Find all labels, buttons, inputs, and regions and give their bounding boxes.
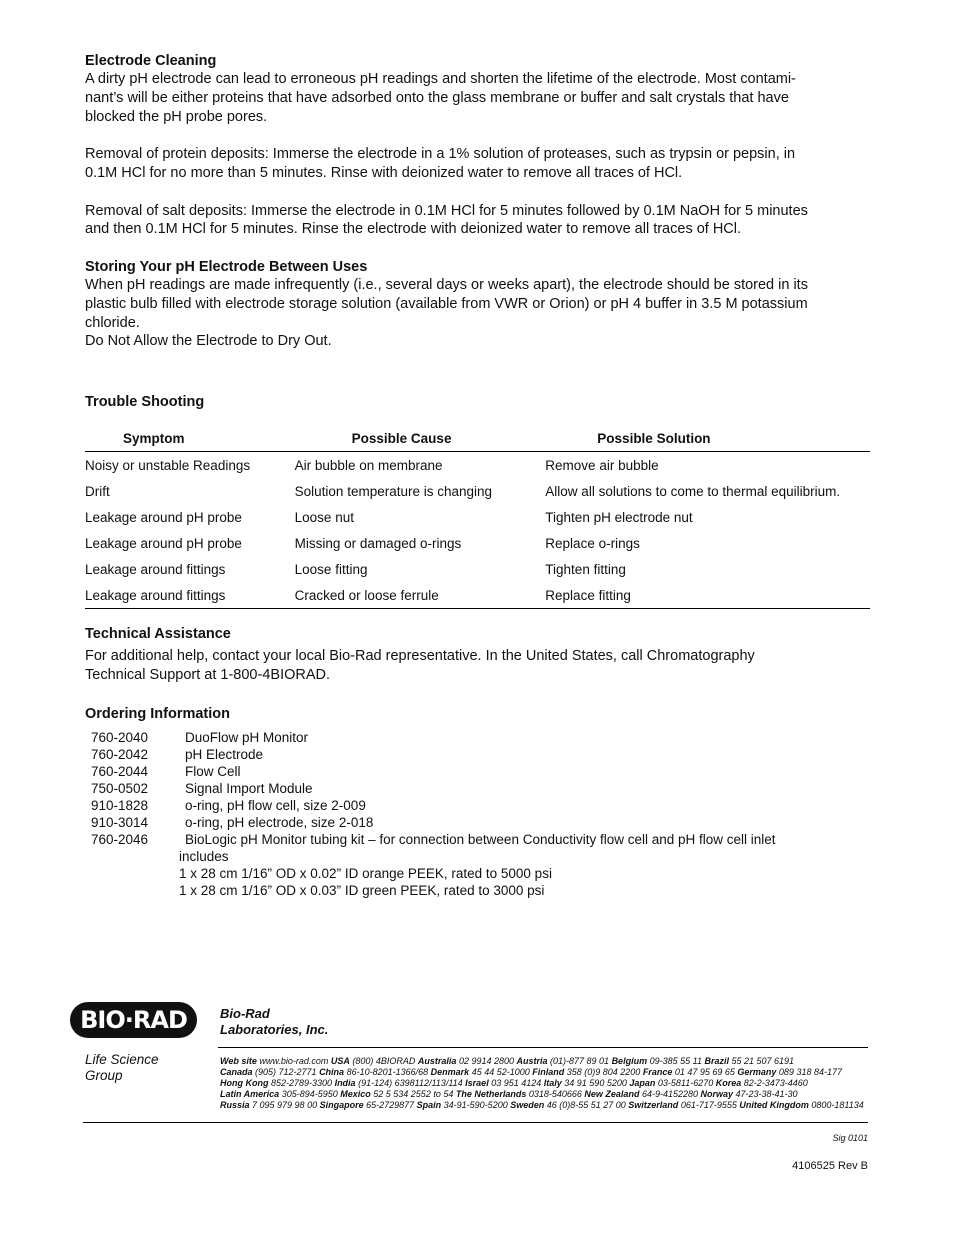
contact-line: [220, 1067, 864, 1078]
phone-number: 852-2789-3300: [268, 1078, 335, 1088]
cause-column-header: Possible Cause: [351, 430, 452, 446]
ordering-list: [85, 729, 875, 899]
assistance-line: For additional help, contact your local Bio-Rad representative. In the United States, call Chromatography: [85, 648, 755, 665]
symptom-cell: Leakage around fittings: [85, 587, 226, 603]
phone-number: 02 9914 2800: [456, 1056, 517, 1066]
trouble-shooting-table: [85, 429, 870, 609]
cause-cell: Loose fitting: [294, 561, 368, 577]
phone-number: 45 44 52-1000: [469, 1067, 533, 1077]
symptom-cell: Leakage around pH probe: [85, 509, 242, 525]
phone-number: 061-717-9555: [678, 1100, 740, 1110]
phone-number: 03 951 4124: [488, 1078, 544, 1088]
document-number: 4106525 Rev B: [792, 1160, 868, 1172]
cause-cell: Loose nut: [294, 509, 354, 525]
salt-removal-line: and then 0.1M HCl for 5 minutes. Rinse the electrode with deionized water to remove all traces of HCl.: [85, 221, 742, 238]
item-description: Flow Cell: [185, 763, 241, 779]
document-body: [85, 52, 875, 899]
contact-line: [220, 1056, 864, 1067]
country-label: Austria: [516, 1056, 548, 1066]
list-item: [85, 797, 875, 814]
group-name: [85, 1052, 159, 1084]
country-label: Israel: [465, 1078, 489, 1088]
country-label: Sweden: [510, 1100, 545, 1110]
contact-line: [220, 1078, 864, 1089]
list-item: [85, 814, 875, 831]
cleaning-paragraph-line: nant’s will be either proteins that have adsorbed onto the glass membrane or buffer and salt crystals that have: [85, 89, 789, 106]
technical-assistance-heading: Technical Assistance: [85, 626, 231, 643]
item-description: Signal Import Module: [185, 780, 313, 796]
list-item: [85, 729, 875, 746]
symptom-cell: Drift: [85, 483, 110, 499]
symptom-cell: Leakage around fittings: [85, 561, 226, 577]
country-label: France: [642, 1067, 673, 1077]
table-row: [85, 556, 870, 582]
country-label: Mexico: [340, 1089, 371, 1099]
phone-number: 46 (0)8-55 51 27 00: [544, 1100, 629, 1110]
phone-number: (800) 4BIORAD: [349, 1056, 418, 1066]
kit-component: 1 x 28 cm 1/16” OD x 0.02” ID orange PEEK, rated to 5000 psi: [179, 865, 552, 881]
country-label: United Kingdom: [739, 1100, 809, 1110]
country-label: Japan: [629, 1078, 656, 1088]
storing-line: When pH readings are made infrequently (i.e., several days or weeks apart), the electrode should be stored in its: [85, 276, 808, 293]
storing-line: plastic bulb filled with electrode storage solution (available from VWR or Orion) or pH 4 buffer in 3.5 M potassium: [85, 295, 808, 312]
kit-component: 1 x 28 cm 1/16” OD x 0.03” ID green PEEK, rated to 3000 psi: [179, 882, 545, 898]
item-description: DuoFlow pH Monitor: [185, 729, 309, 745]
country-label: Australia: [417, 1056, 457, 1066]
protein-removal-line: 0.1M HCl for no more than 5 minutes. Rinse with deionized water to remove all traces of HCl.: [85, 164, 683, 181]
cause-cell: Missing or damaged o-rings: [294, 535, 462, 551]
phone-number: 089 318 84-177: [776, 1067, 842, 1077]
company-name-line: Laboratories, Inc.: [220, 1022, 329, 1037]
list-item: [85, 746, 875, 763]
country-label: Denmark: [430, 1067, 470, 1077]
group-name-line: Life Science: [85, 1052, 159, 1067]
phone-number: 0800-181134: [808, 1100, 864, 1110]
solution-cell: Remove air bubble: [545, 457, 659, 473]
phone-number: 305-894-5950: [279, 1089, 341, 1099]
group-name-line: Group: [85, 1068, 123, 1083]
phone-number: 34 91 590 5200: [561, 1078, 630, 1088]
phone-number: 86-10-8201-1366/68: [344, 1067, 431, 1077]
ordering-information-heading: Ordering Information: [85, 705, 230, 722]
table-row: [85, 530, 870, 556]
phone-number: 82-2-3473-4460: [741, 1078, 808, 1088]
country-label: Singapore: [319, 1100, 364, 1110]
storing-heading: Storing Your pH Electrode Between Uses: [85, 258, 368, 275]
catalog-number: 750-0502: [91, 780, 149, 796]
phone-number: www.bio-rad.com: [256, 1056, 331, 1066]
storing-line: Do Not Allow the Electrode to Dry Out.: [85, 333, 332, 350]
symptom-cell: Noisy or unstable Readings: [85, 457, 251, 473]
country-label: New Zealand: [584, 1089, 640, 1099]
country-label: Korea: [715, 1078, 742, 1088]
item-description: o-ring, pH flow cell, size 2-009: [185, 797, 366, 813]
item-description: BioLogic pH Monitor tubing kit – for connection between Conductivity flow cell and pH flow cell inlet: [185, 831, 776, 847]
country-label: Brazil: [704, 1056, 729, 1066]
solution-cell: Replace o-rings: [545, 535, 640, 551]
signature-code: Sig 0101: [832, 1133, 868, 1143]
country-label: Germany: [737, 1067, 777, 1077]
country-label: USA: [330, 1056, 350, 1066]
solution-cell: Replace fitting: [545, 587, 631, 603]
table-row: [85, 452, 870, 479]
solution-cell: Tighten fitting: [545, 561, 626, 577]
phone-number: 09-385 55 11: [647, 1056, 705, 1066]
catalog-number: 760-2042: [91, 746, 149, 762]
solution-column-header: Possible Solution: [597, 430, 711, 446]
phone-number: 55 21 507 6191: [728, 1056, 795, 1066]
country-label: Canada: [220, 1067, 253, 1077]
country-label: Norway: [700, 1089, 734, 1099]
country-label: India: [334, 1078, 356, 1088]
protein-removal-line: Removal of protein deposits: Immerse the electrode in a 1% solution of proteases, such as trypsin or pepsin, in: [85, 146, 796, 163]
country-label: China: [319, 1067, 345, 1077]
phone-number: 01 47 95 69 65: [672, 1067, 738, 1077]
phone-number: (01)-877 89 01: [547, 1056, 612, 1066]
phone-number: (91-124) 6398112/113/114: [355, 1078, 466, 1088]
phone-number: 64-9-4152280: [639, 1089, 701, 1099]
catalog-number: 760-2044: [91, 763, 149, 779]
phone-number: 47-23-38-41-30: [733, 1089, 798, 1099]
country-label: Finland: [532, 1067, 565, 1077]
country-label: Spain: [416, 1100, 442, 1110]
table-row: [85, 582, 870, 609]
company-name-line: Bio-Rad: [220, 1006, 270, 1021]
country-label: Russia: [220, 1100, 250, 1110]
list-item: [85, 763, 875, 780]
country-label: Italy: [543, 1078, 562, 1088]
cleaning-paragraph-line: A dirty pH electrode can lead to erroneous pH readings and shorten the lifetime of the electrode. Most contami-: [85, 71, 796, 87]
solution-cell: Tighten pH electrode nut: [545, 509, 693, 525]
list-item: [85, 780, 875, 797]
phone-number: 7 095 979 98 00: [249, 1100, 320, 1110]
phone-number: 34-91-590-5200: [441, 1100, 511, 1110]
country-label: Switzerland: [628, 1100, 679, 1110]
phone-number: 358 (0)9 804 2200: [564, 1067, 643, 1077]
catalog-number: 760-2046: [91, 831, 149, 847]
company-name: [220, 1006, 328, 1038]
country-label: Latin America: [220, 1089, 280, 1099]
country-label: Web site: [220, 1056, 257, 1066]
cause-cell: Cracked or loose ferrule: [294, 587, 439, 603]
contact-line: [220, 1100, 864, 1111]
bio-rad-logo: BIO·RAD: [70, 1002, 197, 1038]
storing-line: chloride.: [85, 314, 140, 331]
catalog-number: 760-2040: [91, 729, 149, 745]
symptom-cell: Leakage around pH probe: [85, 535, 242, 551]
list-item: [85, 831, 875, 848]
country-label: The Netherlands: [455, 1089, 527, 1099]
contact-directory: [220, 1056, 864, 1111]
kit-includes-label: includes: [179, 848, 229, 864]
item-description: o-ring, pH electrode, size 2-018: [185, 814, 374, 830]
phone-number: 52 5 534 2552 to 54: [370, 1089, 456, 1099]
item-description: pH Electrode: [185, 746, 264, 762]
trouble-shooting-heading: Trouble Shooting: [85, 394, 205, 411]
catalog-number: 910-3014: [91, 814, 149, 830]
electrode-cleaning-heading: Electrode Cleaning: [85, 53, 217, 69]
cause-cell: Air bubble on membrane: [294, 457, 443, 473]
country-label: Belgium: [611, 1056, 648, 1066]
contact-line: [220, 1089, 864, 1100]
salt-removal-line: Removal of salt deposits: Immerse the electrode in 0.1M HCl for 5 minutes followed by 0.1M NaOH for 5 minutes: [85, 202, 808, 219]
phone-number: 03-5811-6270: [655, 1078, 716, 1088]
divider: [218, 1047, 868, 1048]
table-row: [85, 504, 870, 530]
phone-number: (905) 712-2771: [252, 1067, 320, 1077]
cleaning-paragraph-line: blocked the pH probe pores.: [85, 108, 268, 125]
solution-cell: Allow all solutions to come to thermal equilibrium.: [545, 483, 841, 499]
table-row: [85, 478, 870, 504]
phone-number: 0318-540666: [526, 1089, 585, 1099]
symptom-column-header: Symptom: [123, 430, 185, 446]
phone-number: 65-2729877: [363, 1100, 417, 1110]
country-label: Hong Kong: [220, 1078, 269, 1088]
cause-cell: Solution temperature is changing: [294, 483, 493, 499]
assistance-line: Technical Support at 1-800-4BIORAD.: [85, 666, 331, 683]
divider: [83, 1122, 868, 1123]
catalog-number: 910-1828: [91, 797, 149, 813]
